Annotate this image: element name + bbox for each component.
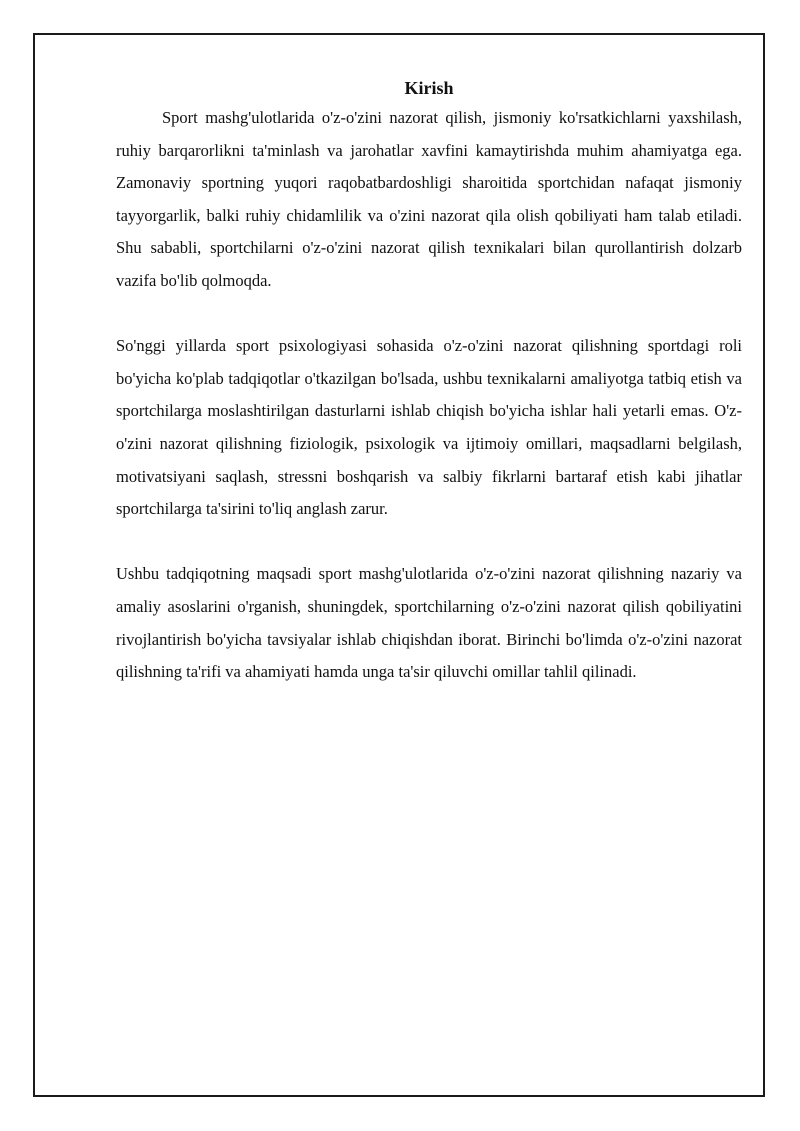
paragraph-aim: Ushbu tadqiqotning maqsadi sport mashg'ulotlarida o'z-o'zini nazorat qilishning nazariy va amaliy asoslarini o'rganish, shuningdek, sportchilarning o'z-o'zini nazorat qilish qobiliyatini rivojlantirish bo'yicha tavsiyalar ishlab chiqishdan iborat. Birinchi bo'limda o'z-o'zini nazorat qilishning ta'rifi va ahamiyati hamda unga ta'sir qiluvchi omillar tahlil qilinadi. (116, 564, 742, 682)
paragraph-intro: Sport mashg'ulotlarida o'z-o'zini nazorat qilish, jismoniy ko'rsatkichlarni yaxshilash, ruhiy barqarorlikni ta'minlash va jarohatlar xavfini kamaytirishda muhim ahamiyatga ega. Zamonaviy sportning yuqori raqobatbardoshligi sharoitida sportchidan nafaqat jismoniy tayyorgarlik, balki ruhiy chidamlilik va o'zini nazorat qila olish qobiliyati ham talab etiladi. Shu sababli, sportchilarni o'z-o'zini nazorat qilish texnikalari bilan qurollantirish dolzarb vazifa bo'lib qolmoqda. (116, 108, 742, 290)
document-title: Kirish (404, 78, 454, 98)
paragraph-research-gap: So'nggi yillarda sport psixologiyasi sohasida o'z-o'zini nazorat qilishning sportdagi roli bo'yicha ko'plab tadqiqotlar o'tkazilgan bo'lsada, ushbu texnikalarni amaliyotga tatbiq etish va sportchilarga moslashtirilgan dasturlarni ishlab chiqish bo'yicha ishlar hali yetarli emas. O'z-o'zini nazorat qilishning fiziologik, psixologik va ijtimoiy omillari, maqsadlarni belgilash, motivatsiyani saqlash, stressni boshqarish va salbiy fikrlarni bartaraf etish kabi jihatlar sportchilarga ta'sirini to'liq anglash zarur. (116, 336, 742, 519)
document-body (116, 74, 742, 689)
